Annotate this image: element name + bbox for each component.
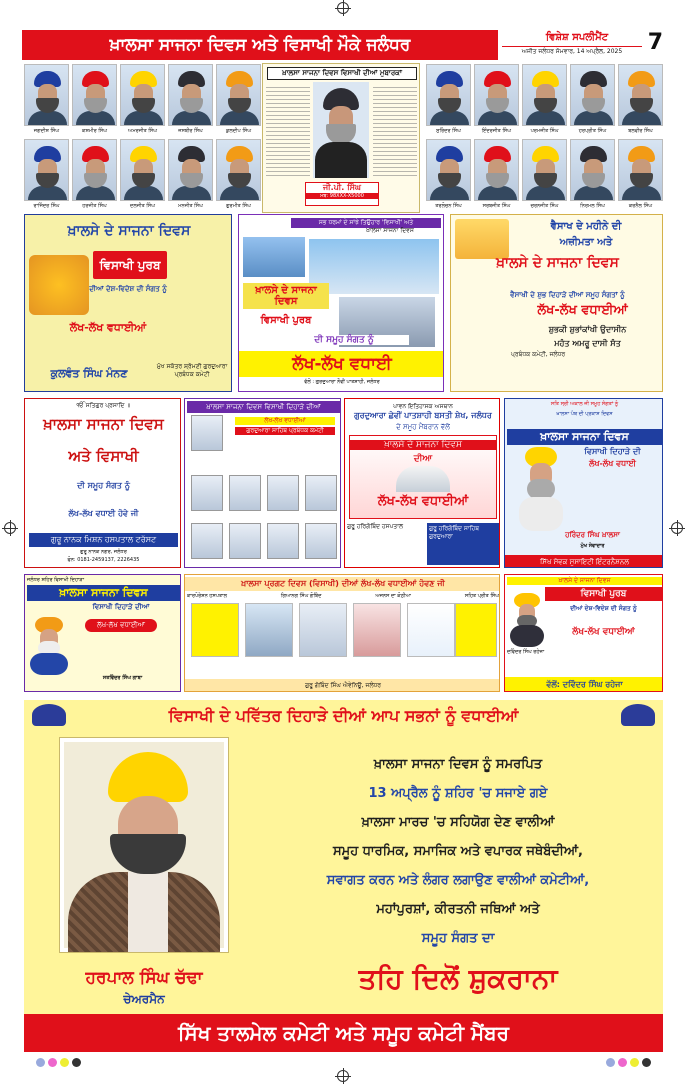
color-swatch [60, 1058, 69, 1067]
portrait-tile [216, 139, 261, 209]
message-line: ਖ਼ਾਲਸਾ ਸਾਜਨਾ ਦਿਵਸ ਨੂੰ ਸਮਰਪਿਤ [373, 757, 543, 772]
building-photo [299, 603, 347, 657]
ad-footer: ਵੱਲੋਂ : ਗੁਰਦੁਆਰਾ ਨੌਵੀਂ ਪਾਤਸ਼ਾਹੀ, ਜਲੰਧਰ [304, 379, 380, 385]
text-column-right [373, 84, 417, 176]
name-label: ਜੀ.ਪੀ. ਸਿੰਘ [323, 183, 361, 192]
portrait-photo [229, 475, 261, 511]
message-line: ਸਵਾਗਤ ਕਰਨ ਅਤੇ ਲੰਗਰ ਲਗਾਉਣ ਵਾਲੀਆਂ ਕਮੇਟੀਆਂ, [326, 873, 590, 888]
portrait-tile [24, 64, 69, 134]
portrait-row-top-right [426, 64, 663, 134]
color-swatch [36, 1058, 45, 1067]
center-card-title: ਖ਼ਾਲਸਾ ਸਾਜਨਾ ਦਿਵਸ ਵਿਸਾਖੀ ਦੀਆਂ ਮੁਬਾਰਕਾਂ [267, 67, 417, 80]
portrait-photo [191, 523, 223, 559]
portrait-caption: ਕਰਨੈਲ ਸਿੰਘ [628, 203, 653, 209]
portrait-row-bottom-left [24, 139, 261, 209]
portrait-tile [474, 139, 519, 209]
ad-title: ਖ਼ਾਲਸਾ ਸਾਜਨਾ ਦਿਵਸ [27, 585, 180, 601]
ad-sub-line: ਖ਼ਾਲਸਾ ਪੰਥ ਦੀ ਪ੍ਰਕਾਸ਼ ਦਿਵਸ [556, 411, 613, 417]
portrait-tile [426, 64, 471, 134]
text-column-left [266, 84, 310, 176]
ad-desc: ਦੀਆਂ ਦੇਸ਼-ਵਿਦੇਸ਼ ਦੀ ਸੰਗਤ ਨੂੰ [89, 285, 167, 293]
ad-subtitle: ਅਤੇ ਵਿਸਾਖੀ [68, 447, 139, 465]
portrait-tile [168, 64, 213, 134]
ad-name: ਹਰਿੰਦਰ ਸਿੰਘ ਖ਼ਾਲਸਾ [565, 531, 620, 539]
portrait-photo [72, 64, 117, 126]
ad-khalsa-pragat-diwas [184, 574, 500, 692]
portrait-tile [120, 64, 165, 134]
gurdwara-photo [396, 466, 450, 492]
header-meta [502, 30, 663, 60]
registration-mark-left [4, 522, 16, 534]
portrait-tile [522, 64, 567, 134]
ad-vaisakh-greeting [450, 214, 663, 392]
portrait-photo [426, 64, 471, 126]
ad-title: ਖ਼ਾਲਸੇ ਦੇ ਸਾਜਨਾ ਦਿਵਸ [496, 255, 619, 271]
portrait-photo [191, 475, 223, 511]
color-swatch [48, 1058, 57, 1067]
portrait-photo [72, 139, 117, 201]
portrait-caption: ਜਸਬੀਰ ਸਿੰਘ [178, 128, 203, 134]
portrait-caption: ਚਰਨਜੀਤ ਸਿੰਘ [530, 203, 559, 209]
center-card-name [305, 182, 379, 206]
message-line: ਸਮੂਹ ਧਾਰਮਿਕ, ਸਮਾਜਿਕ ਅਤੇ ਵਪਾਰਕ ਜਥੇਬੰਦੀਆਂ, [333, 844, 583, 859]
ad-role: ਮੁੱਖ ਸਕੱਤਰ ਸ਼੍ਰੋਮਣੀ ਗੁਰਦੁਆਰਾ ਪ੍ਰਬੰਧਕ ਕਮੇਟੀ [156, 363, 228, 378]
big-ad-message [260, 750, 656, 953]
ad-title: ਖ਼ਾਲਸਾ ਸਾਜਨਾ ਦਿਵਸ [43, 415, 164, 433]
ad-name: ਸਤਵਿੰਦਰ ਸਿੰਘ ਗਾਬਾ [102, 675, 143, 681]
ad-footer: ਪ੍ਰਬੰਧਕ ਕਮੇਟੀ, ਜਲੰਧਰ [511, 351, 566, 358]
portrait-photo [570, 139, 615, 201]
portrait-caption: ਪਰਮਜੀਤ ਸਿੰਘ [530, 128, 559, 134]
portrait-caption: ਕਸ਼ਮੀਰ ਸਿੰਘ [82, 128, 107, 134]
ad-top-line: ਸਭ ਧਰਮਾਂ ਦੇ ਸਾਂਝੇ ਤਿਉਹਾਰ 'ਵਿਸਾਖੀ' ਅਤੇ [291, 218, 441, 228]
portrait-tile [474, 64, 519, 134]
portrait-tile [120, 139, 165, 209]
ad-footer: ਵੱਲੋਂ: ਦਵਿੰਦਰ ਸਿੰਘ ਰਹੇਜਾ [505, 677, 663, 692]
page-number: 7 [647, 30, 663, 55]
ad-greeting: ਲੱਖ-ਲੱਖ ਵਧਾਈਆਂ [572, 627, 635, 637]
ad-greeting: ਲੱਖ-ਲੱਖ ਵਧਾਈਆਂ [85, 619, 157, 632]
portrait-row-top-left [24, 64, 261, 134]
portrait-photo [474, 139, 519, 201]
ad-name: ਕੁਲਵੰਤ ਸਿੰਘ ਮੰਨਣ [50, 367, 128, 380]
portrait-photo [120, 139, 165, 201]
ad-desc: ਦੀ ਸਮੂਹ ਸੰਗਤ ਨੂੰ [279, 335, 409, 345]
ad-basti-sheikh [344, 398, 500, 568]
banner-title: ਖ਼ਾਲਸੇ ਦੇ ਸਾਜਨਾ ਦਿਵਸ [350, 440, 496, 450]
illustration-image [455, 219, 509, 259]
column-label: ਗਿਆਨਗ ਸਿੰਘ ਗੋਬਿੰਦ [280, 593, 322, 599]
portrait-photo [216, 64, 261, 126]
ad-sub-line: ਖ਼ਾਲਸਾ ਸਾਜਨਾ ਦਿਵਸ [366, 227, 414, 234]
ad-hospital-trust [24, 398, 181, 568]
portrait-caption: ਨਿਰਮਲ ਸਿੰਘ [580, 203, 605, 209]
portrait-tile [24, 139, 69, 209]
ad-tile [353, 603, 401, 657]
building-photo [245, 603, 293, 657]
ad-greeting: ਲੱਖ-ਲੱਖ ਵਧਾਈਆਂ [537, 303, 628, 318]
portrait-photo [474, 64, 519, 126]
supplement-label: ਵਿਸ਼ੇਸ਼ ਸਪਲੀਮੈਂਟ [545, 32, 609, 43]
portrait-photo [305, 523, 337, 559]
portrait-caption: ਅਮਰਜੀਤ ਸਿੰਘ [128, 128, 157, 134]
ad-davinder-singh-raheja [504, 574, 663, 692]
portrait-tile [618, 64, 663, 134]
ad-tile [455, 603, 497, 657]
ad-address: ਗੁਰੂ ਨਾਨਕ ਨਗਰ, ਜਲੰਧਰ [80, 549, 127, 555]
ad-top-line: ਖ਼ਾਲਸੇ ਦੇ ਸਾਜਨਾ ਦਿਵਸ [507, 577, 662, 585]
registration-mark-bottom [337, 1070, 349, 1082]
ad-top-line: ਪਾਵਨ ਇਤਿਹਾਸਕ ਅਸਥਾਨ [393, 403, 453, 410]
portrait-photo [618, 139, 663, 201]
ad-greeting: ਲੱਖ-ਲੱਖ ਵਧਾਈਆਂ [235, 417, 335, 425]
portrait-tile [216, 64, 261, 134]
portrait-tile [168, 139, 213, 209]
portrait-photo [618, 64, 663, 126]
big-ad-headline: ਵਿਸਾਖੀ ਦੇ ਪਵਿੱਤਰ ਦਿਹਾੜੇ ਦੀਆਂ ਆਪ ਸਭਨਾਂ ਨੂੰ ਵਧਾਈਆਂ [168, 706, 519, 725]
ad-line-6: ਸ਼ੁਭਕੀ ਸ਼ੁਭਾਂਕਾਂਖੀ ਉਦਾਸੀਨ [548, 325, 627, 334]
ad-role: ਮੁੱਖ ਸੇਵਾਦਾਰ [580, 543, 605, 549]
portrait-photo [29, 615, 69, 675]
ad-banner [349, 435, 497, 519]
ad-gurdwara-greeting [238, 214, 444, 392]
portrait-caption: ਕੁਲਦੀਪ ਸਿੰਘ [225, 128, 252, 134]
ad-org: ਸਿੱਖ ਸੇਵਕ ਸੁਸਾਇਟੀ ਇੰਟਰਨੈਸ਼ਨਲ [505, 555, 663, 568]
center-greeting-card [262, 63, 420, 213]
portrait-photo [509, 591, 545, 647]
procession-photo [243, 237, 305, 277]
portrait-row-bottom-right [426, 139, 663, 209]
portrait-photo [426, 139, 471, 201]
portrait-caption: ਮਨਜੀਤ ਸਿੰਘ [178, 203, 203, 209]
portrait-photo [570, 64, 615, 126]
page-title: ਖ਼ਾਲਸਾ ਸਾਜਨਾ ਦਿਵਸ ਅਤੇ ਵਿਸਾਖੀ ਮੌਕੇ ਜਲੰਧਰ [22, 30, 498, 60]
portrait-tile [570, 139, 615, 209]
ad-org: ਗੁਰਦੁਆਰਾ ਸਾਹਿਬ ਪ੍ਰਬੰਧਕ ਕਮੇਟੀ [235, 427, 335, 435]
portrait-tile [570, 64, 615, 134]
ad-gurdwara: ਗੁਰੂ ਹਰਿਗੋਬਿੰਦ ਸਾਹਿਬ ਗੁਰਦੁਆਰਾ [427, 523, 499, 565]
ad-subtitle: ਵਿਸਾਖੀ ਪੁਰਬ [243, 315, 329, 326]
message-line: ਖ਼ਾਲਸਾ ਮਾਰਚ 'ਚ ਸਹਿਯੋਗ ਦੇਣ ਵਾਲੀਆਂ [361, 815, 555, 830]
portrait-photo [229, 523, 261, 559]
message-line: ਸਮੂਹ ਸੰਗਤ ਦਾ [421, 931, 495, 946]
ad-title: ਖ਼ਾਲਸੇ ਦੇ ਸਾਜਨਾ ਦਿਵਸ [243, 283, 329, 309]
portrait-caption: ਦਲਜੀਤ ਸਿੰਘ [130, 203, 155, 209]
portrait-photo [216, 139, 261, 201]
portrait-photo [522, 64, 567, 126]
portrait-caption: ਜਗਦੀਸ਼ ਸਿੰਘ [33, 128, 60, 134]
ad-desc: ਦੇ ਸਮੂਹ ਮੈਂਬਰਾਨ ਵੱਲੋਂ [396, 423, 450, 431]
portrait-caption: ਸਰਬਜੀਤ ਸਿੰਘ [482, 203, 511, 209]
ad-satvinder-singh [24, 574, 181, 692]
ad-greeting: ਲੱਖ-ਲੱਖ ਵਧਾਈਆਂ [69, 321, 147, 334]
ad-desc: ਵਿਸਾਖੀ ਦਿਹਾੜੇ ਦੀਆਂ [92, 603, 150, 611]
ad-harpal-singh-chadha [24, 700, 663, 1052]
portrait-photo [305, 475, 337, 511]
sikh-committee-logo-right [621, 704, 655, 726]
portrait-photo [168, 64, 213, 126]
ad-kulwant-singh [24, 214, 232, 392]
portrait-caption: ਹਰਜੀਤ ਸਿੰਘ [82, 203, 107, 209]
center-portrait-photo [313, 82, 369, 178]
portrait-caption: ਬਲਵੀਰ ਸਿੰਘ [628, 128, 653, 134]
ad-title: ਖ਼ਾਲਸੇ ਦੇ ਸਾਜਨਾ ਦਿਵਸ [67, 223, 191, 239]
ad-committee-portraits [184, 398, 341, 568]
color-swatch [606, 1058, 615, 1067]
portrait-tile [72, 139, 117, 209]
color-swatch [642, 1058, 651, 1067]
column-label: ਸਹਿਤ ਪ੍ਰੀਤ ਸਿੰਘ [464, 593, 499, 599]
ad-footer: ਗੁਰੂ ਗੋਬਿੰਦ ਸਿੰਘ ਐਵੇਨਿਊ, ਜਲੰਧਰ [185, 679, 500, 692]
divider [502, 46, 642, 47]
ad-line-1: ਵੈਸਾਖ ਦੇ ਮਹੀਨੇ ਦੀ [550, 221, 622, 232]
ad-name: ਦਵਿੰਦਰ ਸਿੰਘ ਰਹੇਜਾ [507, 649, 545, 655]
ad-desc: ਦੀ ਸਮੂਹ ਸੰਗਤ ਨੂੰ [77, 481, 130, 490]
message-line: ਮਹਾਂਪੁਰਸ਼ਾਂ, ਕੀਰਤਨੀ ਜਥਿਆਂ ਅਤੇ [376, 902, 540, 917]
portrait-tile [72, 64, 117, 134]
ad-desc: ਦੀਆਂ ਦੇਸ਼-ਵਿਦੇਸ਼ ਦੀ ਸੰਗਤ ਨੂੰ [570, 605, 637, 612]
ad-title: ਖ਼ਾਲਸਾ ਪ੍ਰਗਟ ਦਿਵਸ (ਵਿਸਾਖੀ) ਦੀਆਂ ਲੱਖ-ਲੱਖ ਵਧਾਈਆਂ ਹੋਵਣ ਜੀ [185, 577, 500, 591]
column-label: ਅਜਨਸ ਦਾ ਕੋਠੀਆ [375, 593, 411, 599]
color-swatch [72, 1058, 81, 1067]
portrait-photo [517, 443, 565, 531]
ad-org: ਗੁਰਦੁਆਰਾ ਛੇਵੀਂ ਪਾਤਸ਼ਾਹੀ ਬਸਤੀ ਸ਼ੇਖ, ਜਲੰਧਰ [354, 411, 492, 420]
portrait-caption: ਹਰਪ੍ਰੀਤ ਸਿੰਘ [578, 128, 607, 134]
page-header [22, 30, 663, 60]
color-swatch [630, 1058, 639, 1067]
portrait-caption: ਗੁਰਮੀਤ ਸਿੰਘ [226, 203, 251, 209]
ad-desc: ਵਿਸਾਖੀ ਦਿਹਾੜੇ ਦੀ [584, 447, 641, 456]
column-label: ਕਾਰਪੋਰੇਸ਼ਨ ਹਸਪਤਾਲ [187, 593, 227, 599]
ad-title: ਖ਼ਾਲਸਾ ਸਾਜਨਾ ਦਿਵਸ ਵਿਸਾਖੀ ਦਿਹਾੜੇ ਦੀਆਂ [187, 401, 340, 413]
ad-greeting: ਲੱਖ-ਲੱਖ ਵਧਾਈ ਹੋਵੇ ਜੀ [68, 509, 139, 518]
ad-top-line: ਜਲੰਧਰ ਸ਼ਹਿਰ ਵਿਸਾਖੀ ਦਿਹਾੜਾ [27, 577, 85, 583]
portrait-photo [191, 415, 223, 451]
portrait-caption: ਇੰਦਰਜੀਤ ਸਿੰਘ [482, 128, 511, 134]
portrait-tile [522, 139, 567, 209]
ad-top-line: ਸਤਿ ਸ੍ਰੀ ਅਕਾਲ ਜੀ ਸਮੂਹ ਸੰਗਤਾਂ ਨੂੰ [550, 401, 619, 407]
portrait-caption: ਤਰਲੋਚਨ ਸਿੰਘ [435, 203, 462, 209]
ad-sikh-sewak-society [504, 398, 663, 568]
page-footer-banner: ਸਿੱਖ ਤਾਲਮੇਲ ਕਮੇਟੀ ਅਤੇ ਸਮੂਹ ਕਮੇਟੀ ਮੈਂਬਰ [24, 1014, 663, 1052]
color-swatch [618, 1058, 627, 1067]
portrait-photo [267, 475, 299, 511]
portrait-photo [120, 64, 165, 126]
visakhi-badge: ਵਿਸਾਖੀ ਪੁਰਬ [93, 251, 167, 279]
ad-title: ਵਿਸਾਖੀ ਪੁਰਬ [545, 587, 662, 601]
registration-mark-right [671, 522, 683, 534]
ad-org: ਗੁਰੂ ਨਾਨਕ ਮਿਸ਼ਨ ਹਸਪਤਾਲ ਟਰੱਸਟ [29, 533, 178, 547]
portrait-tile [618, 139, 663, 209]
ad-desc: ਵੈਸਾਖੀ ਦੇ ਸ਼ੁਭ ਦਿਹਾੜੇ ਦੀਆਂ ਸਮੂਹ ਸੰਗਤਾਂ ਨੂੰ [510, 291, 625, 299]
portrait-caption: ਸੁਰਿੰਦਰ ਸਿੰਘ [436, 128, 461, 134]
portrait-photo [24, 64, 69, 126]
portrait-caption: ਰਾਜਿੰਦਰ ਸਿੰਘ [33, 203, 60, 209]
ad-phone: ਫੋਨ: 0181-2459137, 2226435 [67, 557, 140, 563]
ik-onkar: ੴ ਸਤਿਗੁਰ ਪ੍ਰਸਾਦਿ ॥ [76, 402, 131, 409]
big-ad-role: ਚੇਅਰਮੈਨ [123, 992, 165, 1006]
message-line: 13 ਅਪ੍ਰੈਲ ਨੂੰ ਸ਼ਹਿਰ 'ਚ ਸਜਾਏ ਗਏ [368, 786, 548, 801]
portrait-photo [24, 139, 69, 201]
ad-greeting: ਲੱਖ-ਲੱਖ ਵਧਾਈਆਂ [377, 494, 469, 509]
ad-line-2: ਅਜ਼ੀਮਤਾ ਅਤੇ [559, 237, 613, 248]
ad-hospital: ਗੁਰੂ ਹਰਿਗੋਬਿੰਦ ਹਸਪਤਾਲ [347, 523, 404, 530]
ad-line-7: ਮਹੰਤ ਅਮਰੂ ਦਾਸੀ ਸੰਤ [554, 339, 621, 348]
portrait-photo [267, 523, 299, 559]
portrait-photo [168, 139, 213, 201]
portrait-tile [426, 139, 471, 209]
ad-columns [187, 593, 499, 599]
registration-mark-top [337, 2, 349, 14]
phone-label: ਮੋਬ: 98XXX-X5000 [306, 193, 378, 199]
banner-sub: ਦੀਆ [413, 454, 433, 464]
harpal-singh-portrait [60, 738, 228, 952]
portrait-photo [522, 139, 567, 201]
ad-tile [407, 603, 455, 657]
ad-tile [191, 603, 239, 657]
big-ad-thanks: ਤਹਿ ਦਿਲੋਂ ਸ਼ੁਕਰਾਨਾ [358, 962, 558, 995]
ad-greeting: ਲੱਖ-ਲੱਖ ਵਧਾਈ [589, 459, 636, 468]
dateline: ਅਜੀਤ ਜਲੰਧਰ ਸੋਮਵਾਰ, 14 ਅਪ੍ਰੈਲ, 2025 [521, 48, 623, 55]
big-ad-name: ਹਰਪਾਲ ਸਿੰਘ ਚੱਢਾ [85, 968, 203, 988]
ad-greeting: ਲੱਖ-ਲੱਖ ਵਧਾਈ [239, 351, 444, 377]
ad-title: ਖ਼ਾਲਸਾ ਸਾਜਨਾ ਦਿਵਸ [507, 429, 662, 445]
